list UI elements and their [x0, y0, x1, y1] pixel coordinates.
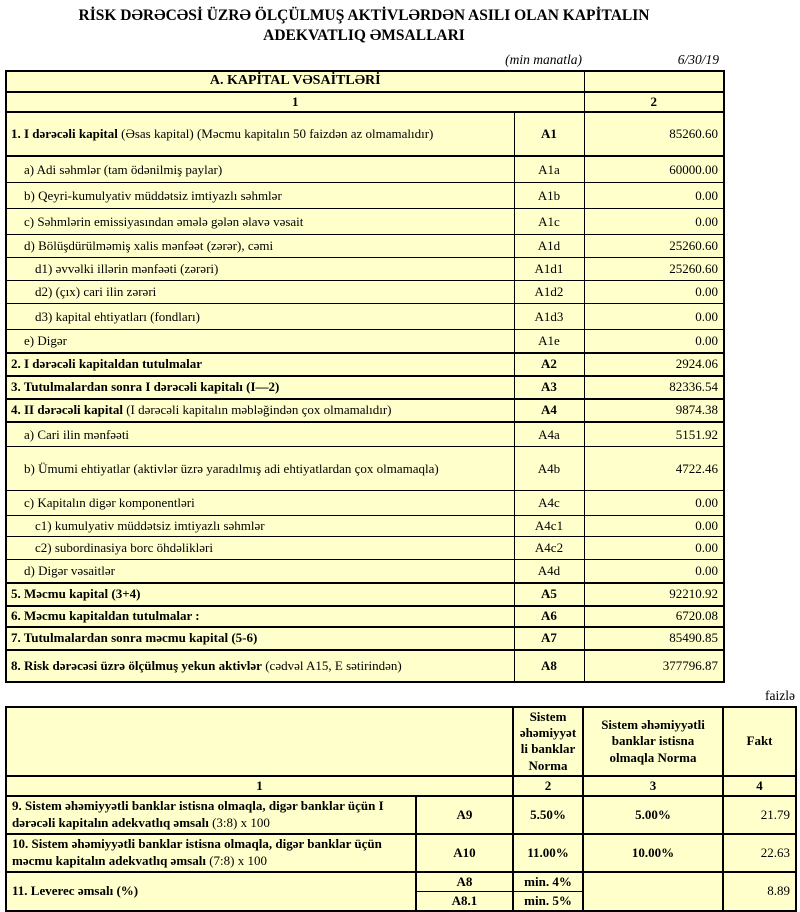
row-value: 0.00	[584, 516, 724, 537]
row-value: 9874.38	[584, 399, 724, 422]
unit-note: (min manatla)	[505, 51, 582, 67]
table-row-a4c	[6, 491, 724, 516]
table-row-a1d1	[6, 258, 724, 281]
row-label-rest: (Əsas kapital) (Məcmu kapitalın 50 faizdən az olmamalıdır)	[117, 125, 434, 141]
table-row-a4	[6, 399, 724, 422]
row-code: A9	[416, 796, 513, 834]
row-code: A2	[514, 353, 584, 376]
row-value: 85260.60	[584, 112, 724, 156]
row-label	[6, 872, 416, 911]
row-code: A8	[514, 650, 584, 682]
row-label-bold: 9. Sistem əhəmiyyətli banklar istisna olmaqla, digər banklar üçün I dərəcəli kapitalın adekvatlıq əmsalı	[12, 797, 384, 830]
row-empty-cell	[583, 872, 723, 911]
row-code: A5	[514, 583, 584, 606]
row-label-bold: 1. I dərəcəli kapital	[11, 125, 118, 141]
row-label-rest: (7:8) x 100	[205, 852, 267, 868]
row-value: 0.00	[584, 491, 724, 516]
section-header-empty-cell	[584, 71, 724, 92]
row-value: 0.00	[584, 304, 724, 330]
ratio-header-empty-cell	[6, 707, 513, 776]
row-label-rest: (I dərəcəli kapitalın məbləğindən çox olmamalıdır)	[122, 402, 392, 418]
meta-line	[5, 52, 723, 68]
col-num-1: 1	[6, 776, 513, 796]
row-label-rest: (cədvəl A15, E sətirindən)	[261, 657, 402, 673]
ratio-table-header-row	[6, 707, 796, 776]
row-code: A1d	[514, 235, 584, 258]
row-label-text: c) Səhmlərin emissiyasından əmələ gələn əlavə vəsait	[24, 213, 304, 229]
row-label-text: b) Qeyri-kumulyativ müddətsiz imtiyazlı səhmlər	[24, 187, 282, 203]
row-norma-min: min. 4%	[513, 872, 583, 892]
table-row-a1e	[6, 330, 724, 353]
row-label	[6, 304, 514, 330]
row-label	[6, 627, 514, 650]
row-label-text: d1) əvvəlki illərin mənfəəti (zərəri)	[35, 261, 219, 277]
table-row-a1d3	[6, 304, 724, 330]
row-code: A1d3	[514, 304, 584, 330]
page-title	[5, 6, 723, 47]
row-label	[6, 376, 514, 399]
percent-note: faizlə	[765, 687, 795, 703]
ratio-header-norma-excluding: Sistem əhəmiyyətli banklar istisna olmaqla Norma	[583, 707, 723, 776]
row-label	[6, 235, 514, 258]
col-num-3: 3	[583, 776, 723, 796]
table-row-a4b	[6, 447, 724, 491]
row-label	[6, 112, 514, 156]
row-label	[6, 516, 514, 537]
row-label-text: e) Digər	[24, 333, 67, 349]
col-num-2: 2	[584, 92, 724, 112]
row-label-bold: 8. Risk dərəcəsi üzrə ölçülmuş yekun aktivlər	[11, 657, 262, 673]
row-value: 5151.92	[584, 422, 724, 447]
row-label-text: b) Ümumi ehtiyatlar (aktivlər üzrə yaradılmış adi ehtiyatlardan çox olmamaqla)	[24, 460, 439, 476]
row-label-bold: 4. II dərəcəli kapital	[11, 402, 123, 418]
table-row-a8	[6, 650, 724, 682]
row-code: A4d	[514, 560, 584, 583]
row-code: A4c	[514, 491, 584, 516]
row-value: 4722.46	[584, 447, 724, 491]
row-code: A1c	[514, 209, 584, 235]
table-row-a1c	[6, 209, 724, 235]
table-row-a4c1	[6, 516, 724, 537]
ratio-header-norma-systemic: Sistem əhəmiyyətli banklar Norma	[513, 707, 583, 776]
row-label-bold: 7. Tutulmalardan sonra məcmu kapital (5-6)	[11, 630, 258, 646]
row-norma-systemic: 11.00%	[513, 834, 583, 872]
ratio-table	[5, 706, 797, 912]
row-label-bold: 5. Məcmu kapital (3+4)	[11, 586, 141, 602]
row-code: A4a	[514, 422, 584, 447]
ratio-header-fakt: Fakt	[723, 707, 796, 776]
row-label	[6, 650, 514, 682]
row-code: A8	[416, 872, 513, 892]
row-fakt: 22.63	[723, 834, 796, 872]
row-value: 2924.06	[584, 353, 724, 376]
row-label	[6, 399, 514, 422]
table-row-a10	[6, 834, 796, 872]
report-date: 6/30/19	[677, 51, 719, 67]
table-row-leverage	[6, 872, 796, 892]
row-label-bold: 11. Leverec əmsalı (%)	[12, 882, 139, 898]
row-code: A8.1	[416, 891, 513, 911]
row-code: A4	[514, 399, 584, 422]
row-label	[6, 353, 514, 376]
row-value: 60000.00	[584, 156, 724, 183]
row-label-bold: 3. Tutulmalardan sonra I dərəcəli kapitalı (I—2)	[11, 379, 280, 395]
row-value: 0.00	[584, 537, 724, 560]
page-title-line2: ADEKVATLIQ ƏMSALLARI	[263, 27, 465, 45]
col-num-1: 1	[6, 92, 584, 112]
row-value: 377796.87	[584, 650, 724, 682]
row-label-text: c2) subordinasiya borc öhdəlikləri	[35, 540, 213, 556]
row-norma-systemic: 5.50%	[513, 796, 583, 834]
row-code: A4b	[514, 447, 584, 491]
table-row-a2	[6, 353, 724, 376]
row-label-text: d) Bölüşdürülməmiş xalis mənfəət (zərər), cəmi	[24, 238, 274, 254]
row-label-text: d) Digər vəsaitlər	[24, 563, 115, 579]
row-label	[6, 209, 514, 235]
row-fakt: 8.89	[723, 872, 796, 911]
table-row-a1d	[6, 235, 724, 258]
row-value: 0.00	[584, 281, 724, 304]
row-label-text: c1) kumulyativ müddətsiz imtiyazlı səhmlər	[35, 518, 265, 534]
row-code: A1d2	[514, 281, 584, 304]
table-row-a5	[6, 583, 724, 606]
row-value: 0.00	[584, 209, 724, 235]
row-value: 6720.08	[584, 606, 724, 627]
ratio-table-colnum-row	[6, 776, 796, 796]
page-title-line1: RİSK DƏRƏCƏSİ ÜZRƏ ÖLÇÜLMUŞ AKTİVLƏRDƏN ASILI OLAN KAPİTALIN	[78, 7, 650, 24]
row-label-text: d2) (çıx) cari ilin zərəri	[35, 284, 157, 300]
table-row-a7	[6, 627, 724, 650]
row-label-text: d3) kapital ehtiyatları (fondları)	[35, 308, 200, 324]
row-label	[6, 606, 514, 627]
table-row-a4a	[6, 422, 724, 447]
table-row-a6	[6, 606, 724, 627]
row-value: 0.00	[584, 183, 724, 209]
row-label-text: a) Adi səhmlər (tam ödənilmiş paylar)	[24, 161, 223, 177]
row-code: A1b	[514, 183, 584, 209]
table-row-a1d2	[6, 281, 724, 304]
row-code: A10	[416, 834, 513, 872]
row-label-bold: 6. Məcmu kapitaldan tutulmalar :	[11, 608, 200, 624]
row-label-text: c) Kapitalın digər komponentləri	[24, 495, 195, 511]
table-row-a3	[6, 376, 724, 399]
row-norma-min: min. 5%	[513, 891, 583, 911]
table-row-a4d	[6, 560, 724, 583]
row-value: 25260.60	[584, 235, 724, 258]
row-label	[6, 330, 514, 353]
row-code: A3	[514, 376, 584, 399]
row-label	[6, 491, 514, 516]
row-norma-excluding: 5.00%	[583, 796, 723, 834]
row-label	[6, 281, 514, 304]
row-code: A4c1	[514, 516, 584, 537]
row-label	[6, 258, 514, 281]
row-label	[6, 183, 514, 209]
row-label	[6, 156, 514, 183]
row-value: 82336.54	[584, 376, 724, 399]
row-value: 25260.60	[584, 258, 724, 281]
table-row-a4c2	[6, 537, 724, 560]
row-value: 0.00	[584, 330, 724, 353]
col-num-4: 4	[723, 776, 796, 796]
row-code: A1e	[514, 330, 584, 353]
row-value: 92210.92	[584, 583, 724, 606]
row-label-bold: 2. I dərəcəli kapitaldan tutulmalar	[11, 356, 203, 372]
row-label	[6, 560, 514, 583]
row-code: A4c2	[514, 537, 584, 560]
row-label	[6, 422, 514, 447]
table-row-a1	[6, 112, 724, 156]
row-label	[6, 537, 514, 560]
row-code: A7	[514, 627, 584, 650]
row-code: A6	[514, 606, 584, 627]
capital-table-colnum-row	[6, 92, 724, 112]
row-fakt: 21.79	[723, 796, 796, 834]
table-row-a1a	[6, 156, 724, 183]
capital-table-section-row	[6, 71, 724, 92]
row-code: A1a	[514, 156, 584, 183]
row-label	[6, 796, 416, 834]
col-num-2: 2	[513, 776, 583, 796]
table-row-a1b	[6, 183, 724, 209]
row-label	[6, 834, 416, 872]
row-code: A1	[514, 112, 584, 156]
row-label	[6, 583, 514, 606]
row-norma-excluding: 10.00%	[583, 834, 723, 872]
row-label	[6, 447, 514, 491]
row-value: 0.00	[584, 560, 724, 583]
row-code: A1d1	[514, 258, 584, 281]
row-label-text: a) Cari ilin mənfəəti	[24, 426, 130, 442]
row-label-rest: (3:8) x 100	[208, 814, 270, 830]
capital-table	[5, 70, 725, 683]
table-row-a9	[6, 796, 796, 834]
row-label-bold: 10. Sistem əhəmiyyətli banklar istisna olmaqla, digər banklar üçün məcmu kapitalın adekvatlıq əmsalı	[12, 835, 382, 868]
row-value: 85490.85	[584, 627, 724, 650]
section-header: A. KAPİTAL VƏSAİTLƏRİ	[6, 71, 584, 92]
